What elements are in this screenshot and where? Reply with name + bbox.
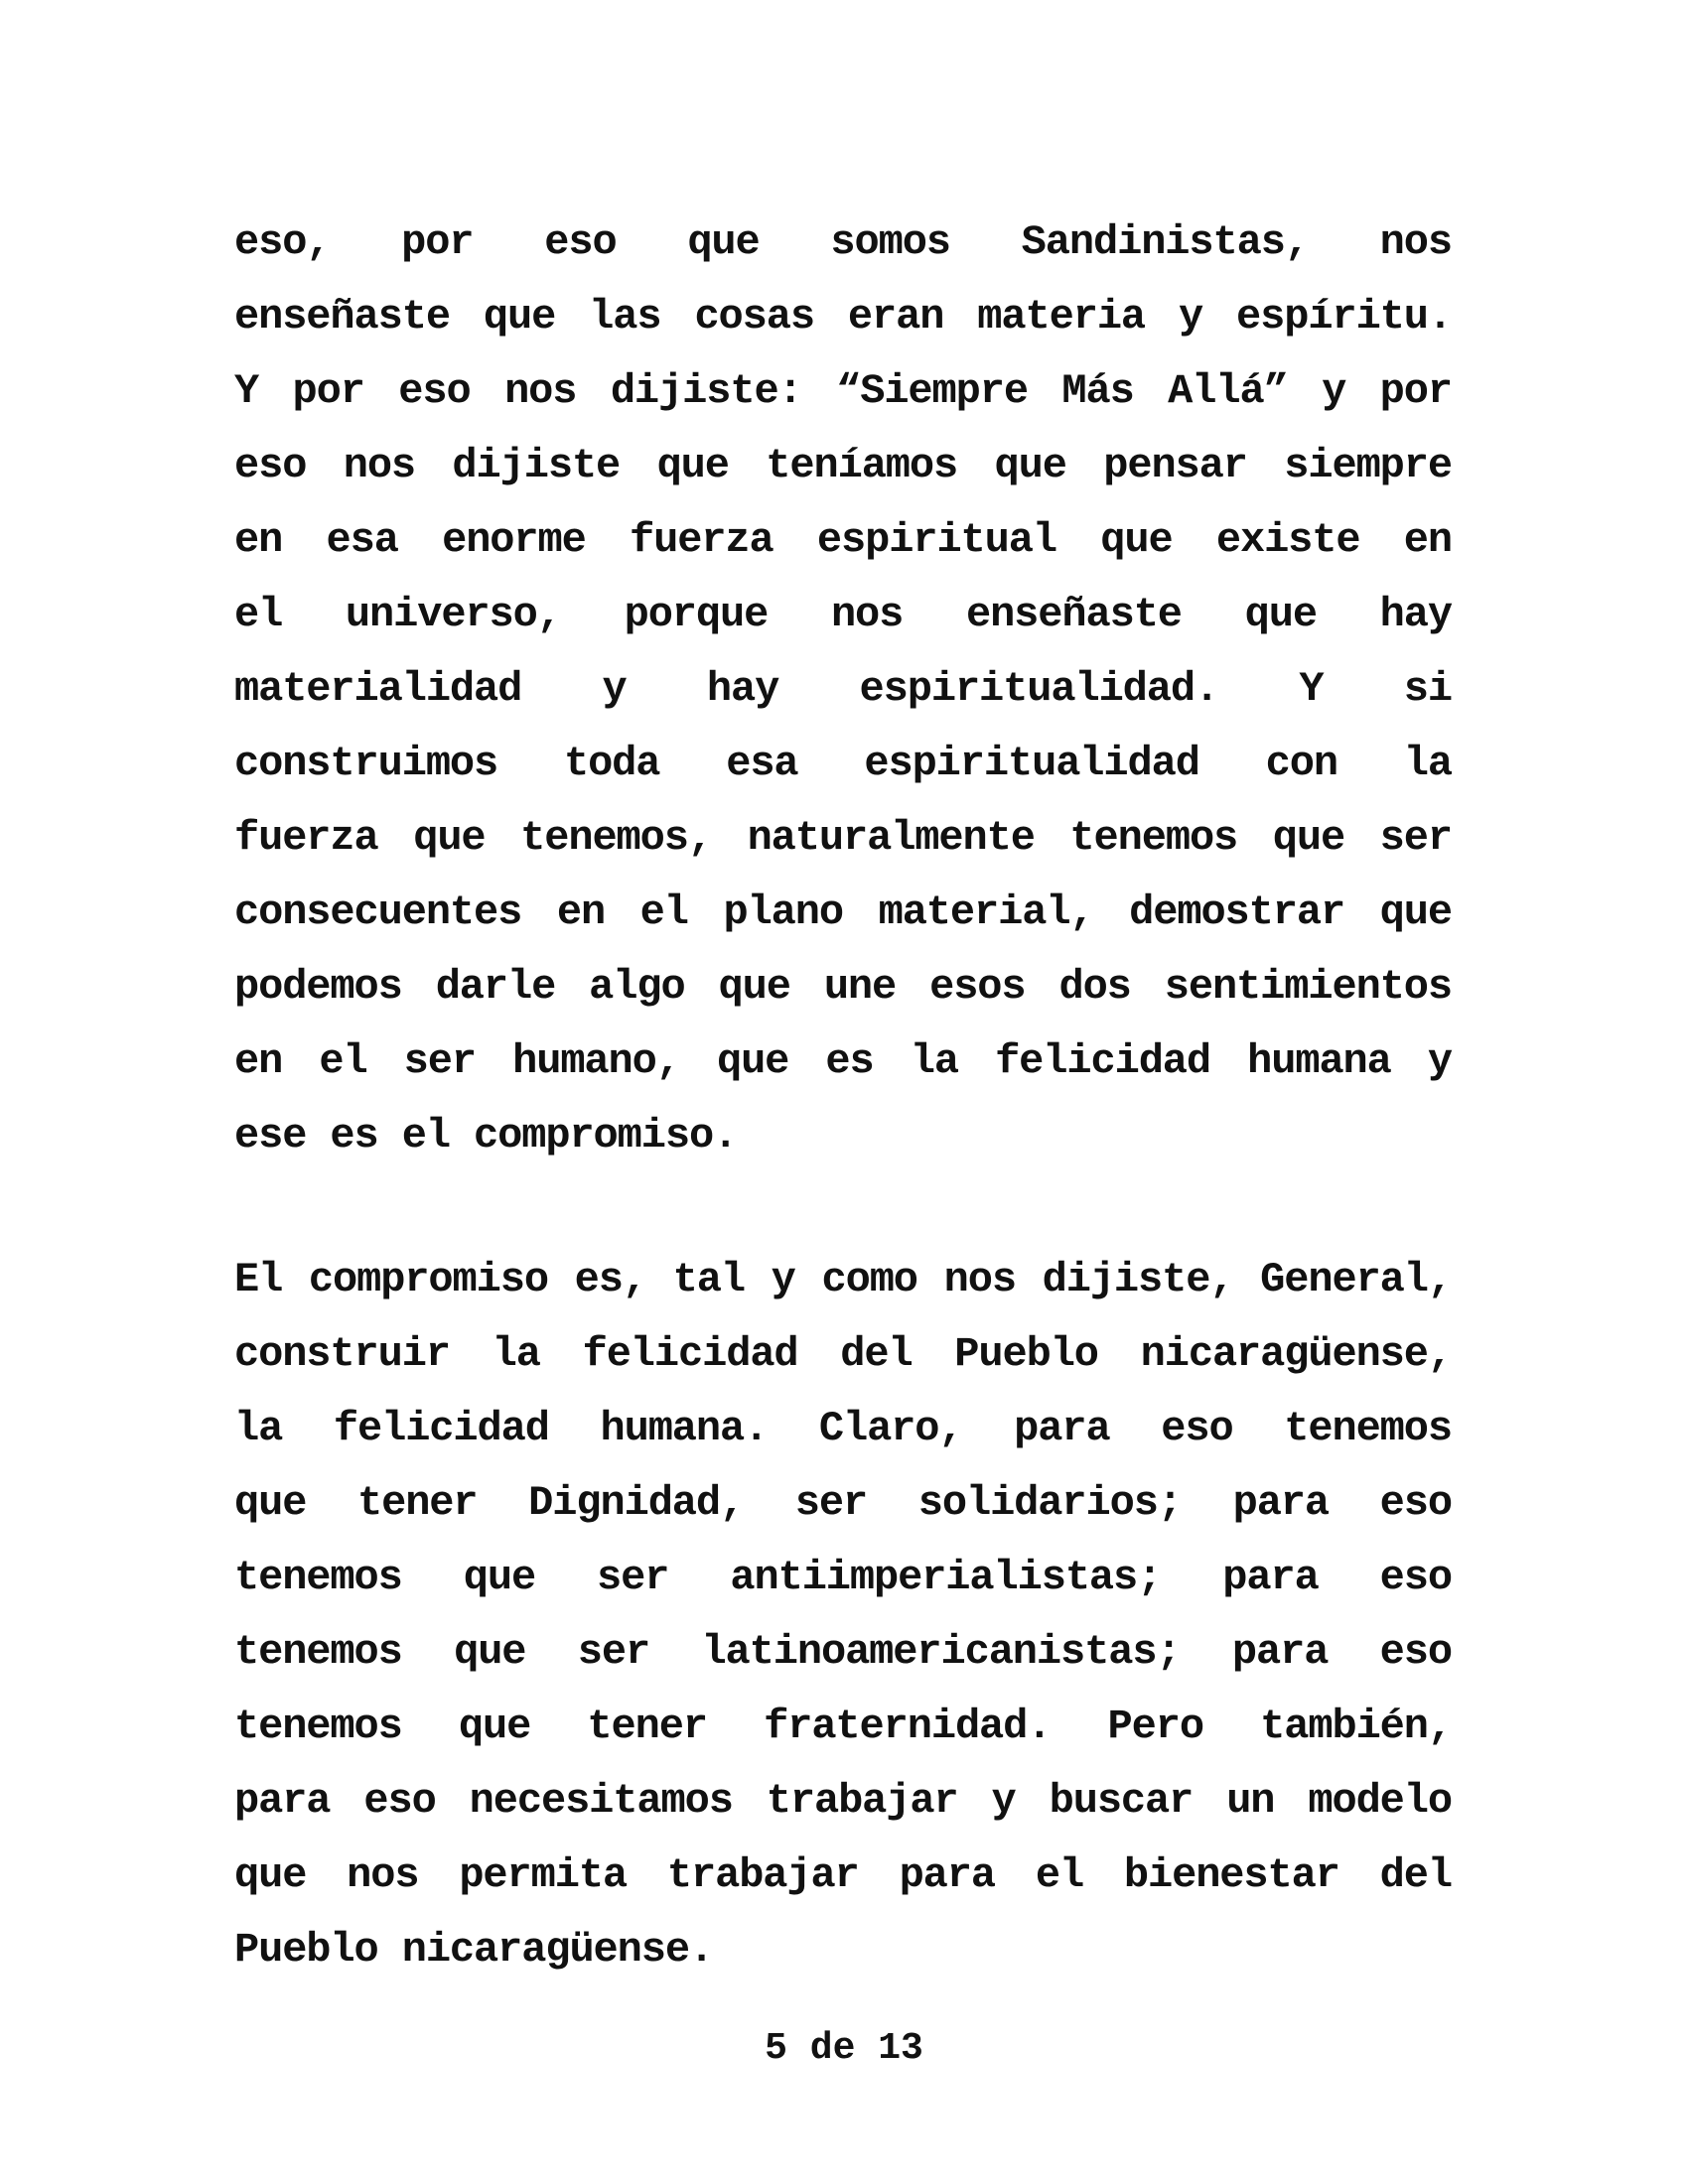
text-line: fuerza que tenemos, naturalmente tenemos que ser	[234, 814, 1452, 862]
text-line: el universo, porque nos enseñaste que hay	[234, 591, 1452, 638]
text-line: construimos toda esa espiritualidad con la	[234, 740, 1452, 787]
text-line: tenemos que ser antiimperialistas; para eso	[234, 1554, 1452, 1601]
text-line: materialidad y hay espiritualidad. Y si	[234, 665, 1452, 713]
text-line: eso, por eso que somos Sandinistas, nos	[234, 218, 1452, 266]
page-number: 5 de 13	[765, 2027, 923, 2070]
paragraph-2	[234, 1243, 1452, 1987]
text-line: Pueblo nicaragüense.	[234, 1926, 714, 1974]
text-line: construir la felicidad del Pueblo nicaragüense,	[234, 1330, 1452, 1378]
paragraph-1	[234, 205, 1452, 1173]
text-line: que nos permita trabajar para el bienestar del	[234, 1851, 1452, 1899]
text-line: en esa enorme fuerza espiritual que existe en	[234, 516, 1452, 564]
text-line: eso nos dijiste que teníamos que pensar siempre	[234, 442, 1452, 489]
text-line: para eso necesitamos trabajar y buscar un modelo	[234, 1777, 1452, 1825]
text-line: Y por eso nos dijiste: “Siempre Más Allá” y por	[234, 367, 1452, 415]
text-line: podemos darle algo que une esos dos sentimientos	[234, 963, 1452, 1011]
text-line: que tener Dignidad, ser solidarios; para eso	[234, 1479, 1452, 1527]
text-line: ese es el compromiso.	[234, 1112, 738, 1160]
text-line: consecuentes en el plano material, demostrar que	[234, 888, 1452, 936]
text-line: El compromiso es, tal y como nos dijiste, General,	[234, 1256, 1452, 1303]
text-line: tenemos que tener fraternidad. Pero también,	[234, 1703, 1452, 1750]
text-line: en el ser humano, que es la felicidad humana y	[234, 1037, 1452, 1085]
text-line: tenemos que ser latinoamericanistas; para eso	[234, 1628, 1452, 1676]
text-line: enseñaste que las cosas eran materia y espíritu.	[234, 293, 1452, 341]
text-line: la felicidad humana. Claro, para eso tenemos	[234, 1405, 1452, 1452]
